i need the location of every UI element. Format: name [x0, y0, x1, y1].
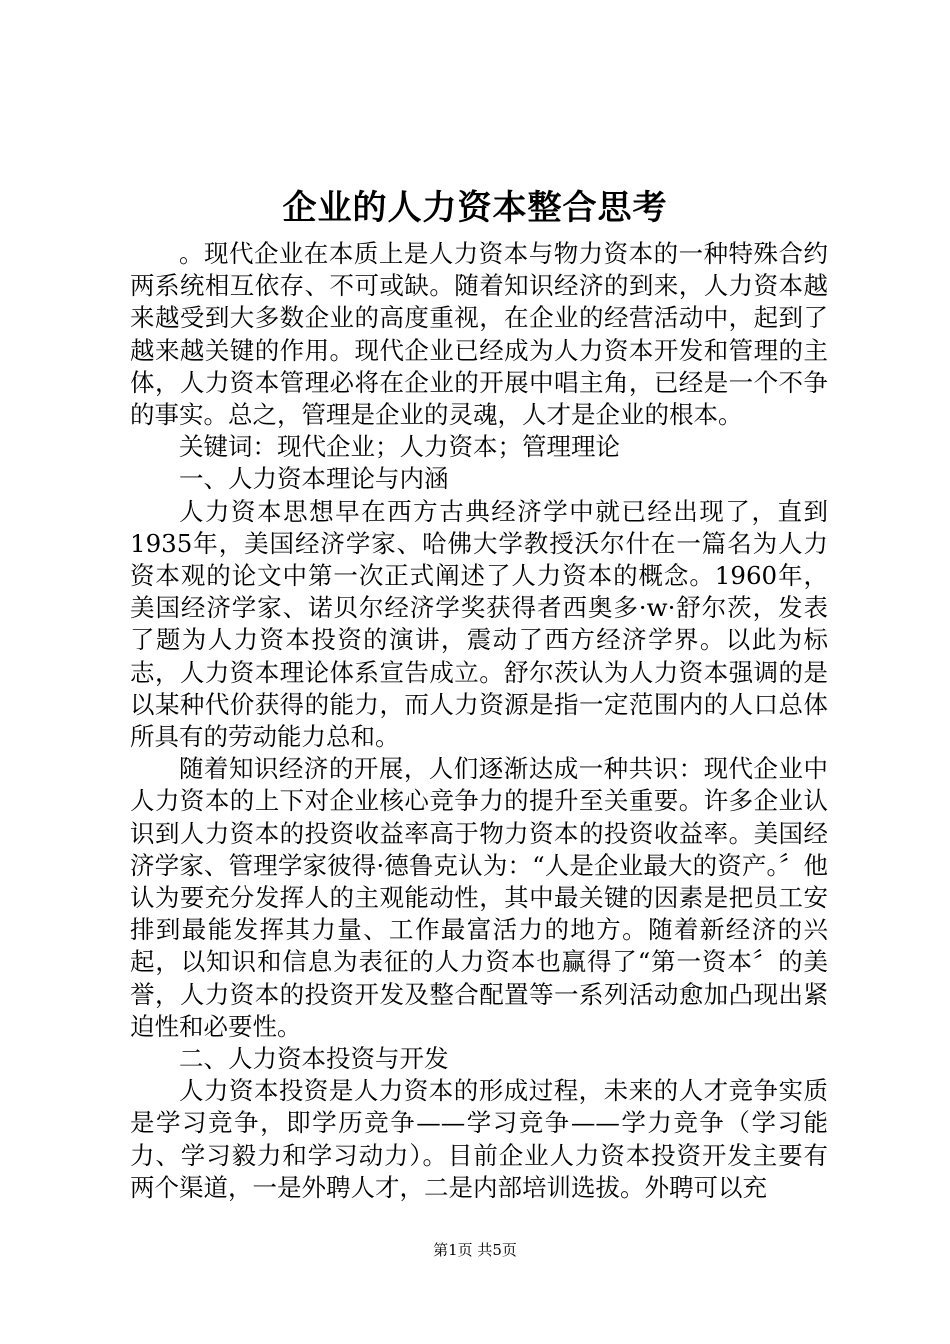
page-number-footer: 第1页 共5页: [433, 1241, 517, 1259]
document-title: 企业的人力资本整合思考: [282, 188, 668, 228]
section-heading-2: 二、人力资本投资与开发: [179, 1044, 449, 1074]
body-paragraph: 人力资本投资是人力资本的形成过程，未来的人才竞争实质是学习竞争，即学历竞争——学习竞争——学力竞争（学习能力、学习毅力和学习动力）。目前企业人力资本投资开发主要有两个渠道，一是外聘人才，二是内部培训选拔。外聘可以充: [130, 1076, 828, 1202]
abstract-paragraph: 。现代企业在本质上是人力资本与物力资本的一种特殊合约两系统相互依存、不可或缺。随着知识经济的到来，人力资本越来越受到大多数企业的高度重视，在企业的经营活动中，起到了越来越关键的作用。现代企业已经成为人力资本开发和管理的主体，人力资本管理必将在企业的开展中唱主角，已经是一个不争的事实。总之，管理是企业的灵魂，人才是企业的根本。: [130, 239, 828, 430]
body-paragraph: 随着知识经济的开展，人们逐渐达成一种共识：现代企业中人力资本的上下对企业核心竞争力的提升至关重要。许多企业认识到人力资本的投资收益率高于物力资本的投资收益率。美国经济学家、管理学家彼得·德鲁克认为：“人是企业最大的资产。〞他认为要充分发挥人的主观能动性，其中最关键的因素是把员工安排到最能发挥其力量、工作最富活力的地方。随着新经济的兴起，以知识和信息为表征的人力资本也赢得了“第一资本〞的美誉，人力资本的投资开发及整合配置等一系列活动愈加凸现出紧迫性和必要性。: [130, 754, 828, 1041]
document-body: [130, 238, 828, 1204]
keywords-line: 关键词：现代企业；人力资本；管理理论: [179, 432, 620, 462]
section-heading-1: 一、人力资本理论与内涵: [179, 464, 449, 494]
body-paragraph: 人力资本思想早在西方古典经济学中就已经出现了，直到1935年，美国经济学家、哈佛大学教授沃尔什在一篇名为人力资本观的论文中第一次正式阐述了人力资本的概念。1960年，美国经济学家、诺贝尔经济学奖获得者西奥多·w·舒尔茨，发表了题为人力资本投资的演讲，震动了西方经济学界。以此为标志，人力资本理论体系宣告成立。舒尔茨认为人力资本强调的是以某种代价获得的能力，而人力资源是指一定范围内的人口总体所具有的劳动能力总和。: [130, 496, 828, 752]
